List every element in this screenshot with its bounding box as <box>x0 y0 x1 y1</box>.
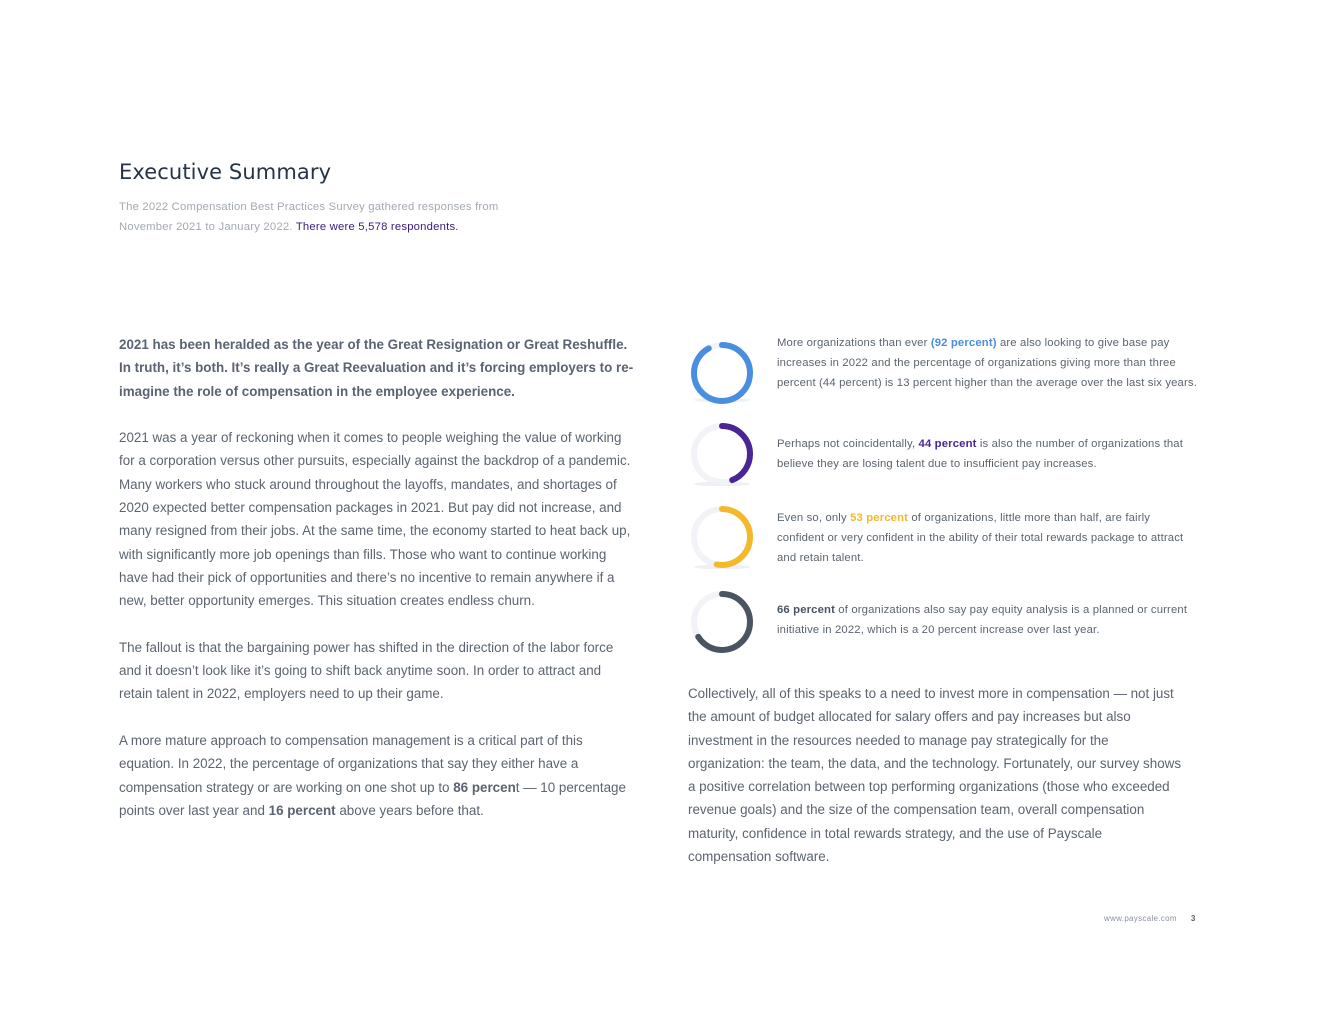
respondents-highlight: There were 5,578 respondents. <box>295 221 459 233</box>
maturity-text-e: above years before that. <box>335 802 484 818</box>
stat-66 <box>688 582 1208 652</box>
stat-highlight: 53 percent <box>850 512 909 524</box>
stat-post: is also the number of organizations that believe they are losing talent due to insufficient pay increases. <box>777 438 1184 470</box>
stat-53 <box>688 497 1208 567</box>
subtitle-text: The 2022 Compensation Best Practices Survey gathered responses from November 2021 to January 2022. <box>119 201 499 233</box>
stat-pre: Perhaps not coincidentally, <box>777 438 919 450</box>
survey-subtitle <box>119 197 539 237</box>
stat-text-53 <box>777 508 1197 568</box>
fallout-paragraph: The fallout is that the bargaining power has shifted in the direction of the labor force and it doesn’t look like it’s going to shift back anytime soon. In order to attract and retain talent in 2022, employers need to up their game. <box>119 639 614 702</box>
maturity-stat-86: 86 percen <box>453 779 516 795</box>
stat-post: are also looking to give base pay increases in 2022 and the percentage of organizations giving more than three percent (44 percent) is 13 percent higher than the average over the last six years. <box>777 337 1197 389</box>
stat-highlight: 66 percent <box>777 604 836 616</box>
left-column <box>119 333 634 846</box>
donut-chart-53 <box>688 497 756 569</box>
donut-chart-92 <box>688 333 756 405</box>
stat-text-92 <box>777 333 1197 393</box>
donut-chart-44 <box>688 414 756 486</box>
maturity-stat-16: 16 percent <box>268 802 336 818</box>
footer-url[interactable]: www.payscale.com <box>1104 914 1177 923</box>
maturity-text-c: t — 10 percentage points over last year and <box>119 779 626 818</box>
stat-92 <box>688 333 1208 403</box>
stat-text-44 <box>777 434 1197 474</box>
maturity-paragraph <box>119 729 634 822</box>
stat-text-66 <box>777 600 1197 640</box>
page-title: Executive Summary <box>119 160 332 184</box>
stat-post: of organizations, little more than half, are fairly confident or very confident in the ability of their total rewards package to attract and retain talent. <box>777 512 1184 564</box>
stat-highlight: 44 percent <box>918 438 977 450</box>
donut-chart-66 <box>688 582 756 654</box>
maturity-text-a: A more mature approach to compensation management is a critical part of this equation. In 2022, the percentage of organizations that say they either have a compensation strategy or are working on one shot up to <box>119 733 583 795</box>
donut-arc <box>694 345 750 401</box>
page-number: 3 <box>1190 914 1196 923</box>
stat-pre: More organizations than ever <box>777 337 931 349</box>
stat-pre: Even so, only <box>777 512 851 524</box>
stat-highlight: (92 percent) <box>930 337 997 349</box>
reckoning-paragraph: 2021 was a year of reckoning when it comes to people weighing the value of working for a corporation versus other pursuits, especially against the backdrop of a pandemic. Many workers who stuck around throughout the layoffs, mandates, and shortages of 2020 expected better compensation packages in 2021. But pay did not increase, and many resigned from their jobs. At the same time, the economy started to heat back up, with significantly more job openings than fills. Those who want to continue working have had their pick of opportunities and there’s no incentive to remain anywhere if a new, better opportunity emerges. This situation creates endless churn. <box>119 430 631 609</box>
collectively-paragraph: Collectively, all of this speaks to a need to invest more in compensation — not just the amount of budget allocated for salary offers and pay increases but also investment in the resources needed to manage pay strategically for the organization: the team, the data, and the technology. Fortunately, our survey shows a positive correlation between top performing organizations (those who exceeded revenue goals) and the size of the compensation team, overall compensation maturity, confidence in total rewards strategy, and the use of Payscale compensation software. <box>688 686 1182 865</box>
lead-paragraph: 2021 has been heralded as the year of the Great Resignation or Great Reshuffle. In truth, it’s both. It’s really a Great Reevaluation and it’s forcing employers to re-imagine the role of compensation in the employee experience. <box>119 337 634 399</box>
page-footer <box>1104 914 1196 923</box>
stat-post: of organizations also say pay equity analysis is a planned or current initiative in 2022, which is a 20 percent increase over last year. <box>777 604 1188 636</box>
stat-44 <box>688 414 1208 484</box>
